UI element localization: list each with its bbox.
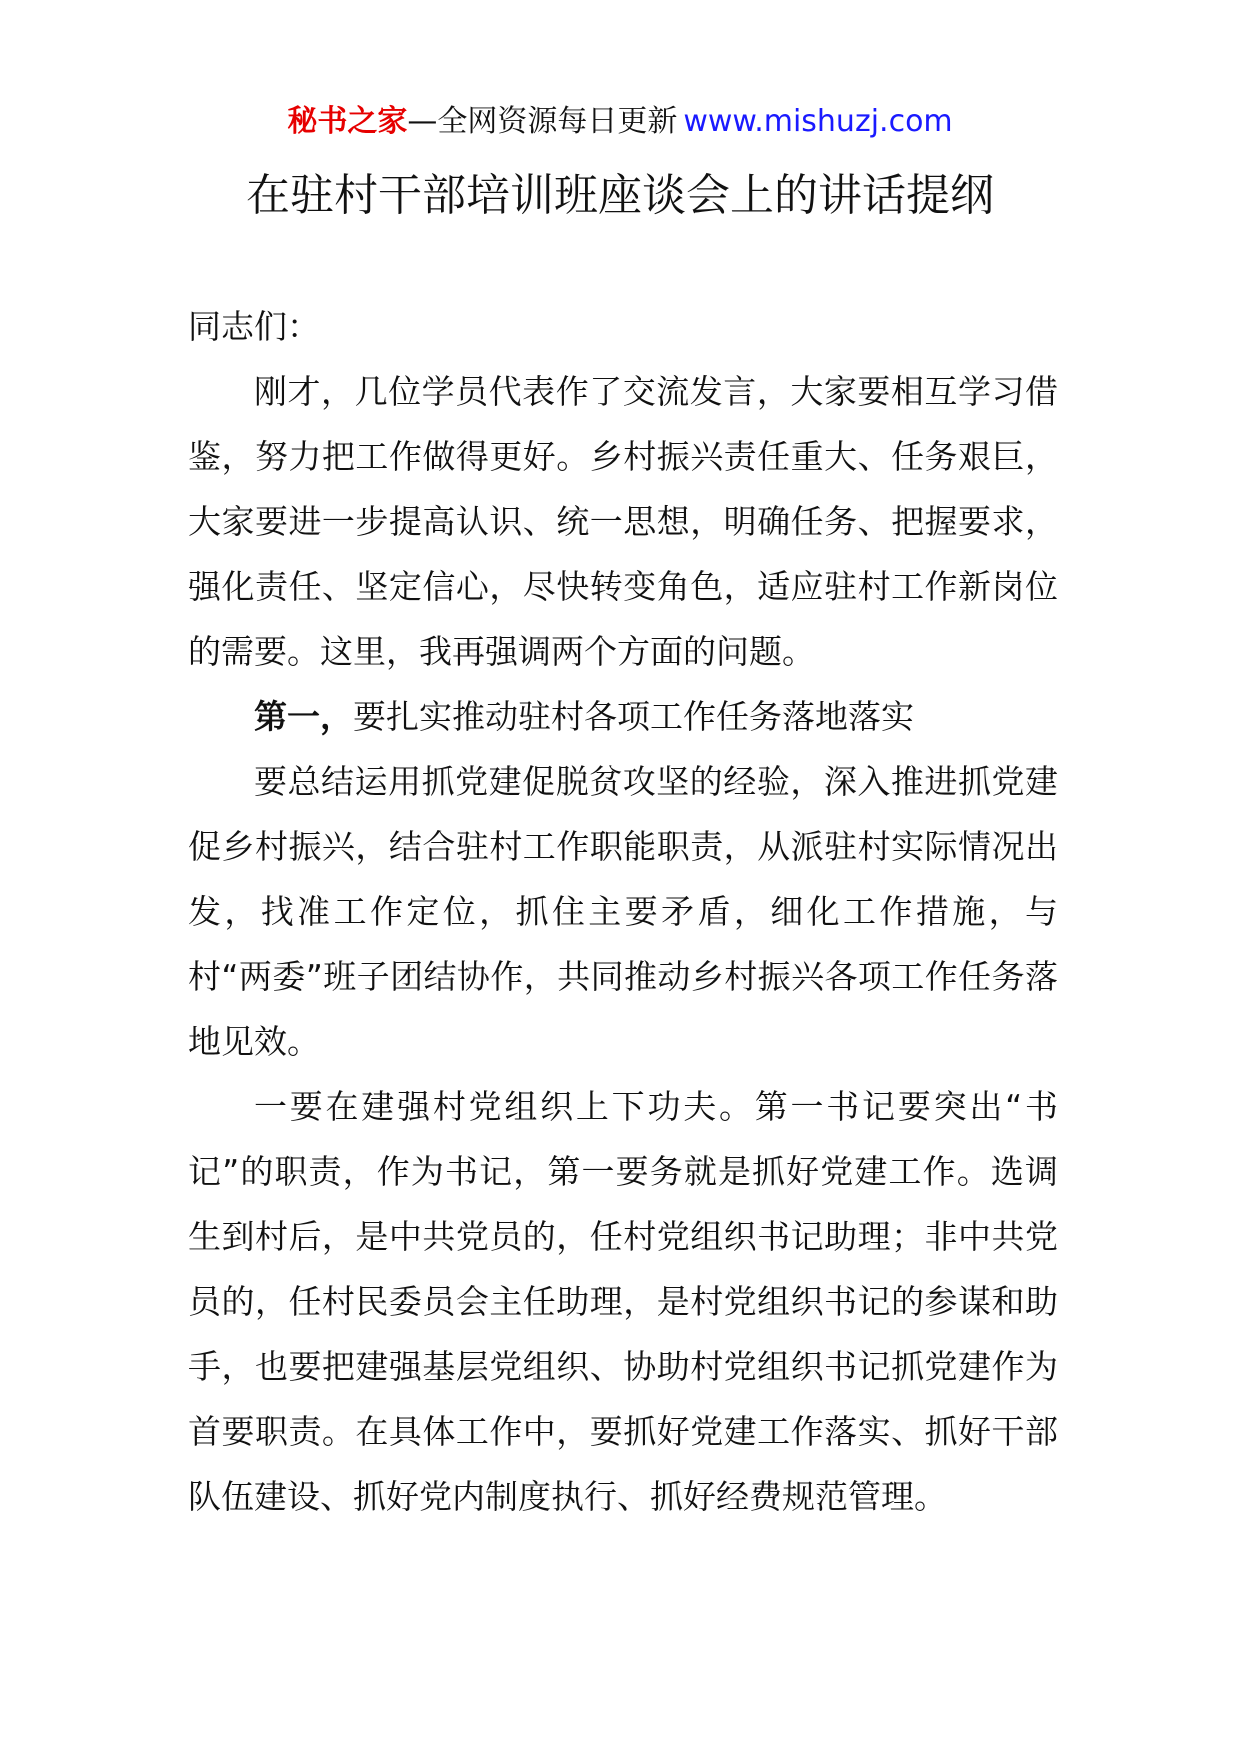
site-header [0, 100, 1240, 144]
document-body [188, 294, 1058, 1529]
paragraph-party-building: 一要在建强村党组织上下功夫。第一书记要突出“书记”的职责，作为书记，第一要务就是抓好党建工作。选调生到村后，是中共党员的，任村党组织书记助理；非中共党员的，任村民委员会主任助理，是村党组织书记的参谋和助手，也要把建强基层党组织、协助村党组织书记抓党建作为首要职责。在具体工作中，要抓好党建工作落实、抓好干部队伍建设、抓好党内制度执行、抓好经费规范管理。 [188, 1087, 1058, 1516]
site-name: 秘书之家 [287, 104, 408, 139]
section-heading-1 [188, 684, 1058, 749]
section-heading-text: 要扎实推动驻村各项工作任务落地落实 [353, 697, 914, 736]
site-url-link[interactable]: www.mishuzj.com [683, 104, 953, 139]
paragraph-section1-overview: 要总结运用抓党建促脱贫攻坚的经验，深入推进抓党建促乡村振兴，结合驻村工作职能职责，从派驻村实际情况出发，找准工作定位，抓住主要矛盾，细化工作措施，与村“两委”班子团结协作，共同推动乡村振兴各项工作任务落地见效。 [188, 762, 1058, 1061]
salutation: 同志们： [188, 307, 320, 346]
document-title: 在驻村干部培训班座谈会上的讲话提纲 [246, 170, 994, 221]
site-tagline: —全网资源每日更新 [407, 104, 678, 139]
section-heading-label: 第一， [254, 697, 353, 736]
paragraph-intro: 刚才，几位学员代表作了交流发言，大家要相互学习借鉴，努力把工作做得更好。乡村振兴责任重大、任务艰巨，大家要进一步提高认识、统一思想，明确任务、把握要求，强化责任、坚定信心，尽快转变角色，适应驻村工作新岗位的需要。这里，我再强调两个方面的问题。 [188, 372, 1058, 671]
